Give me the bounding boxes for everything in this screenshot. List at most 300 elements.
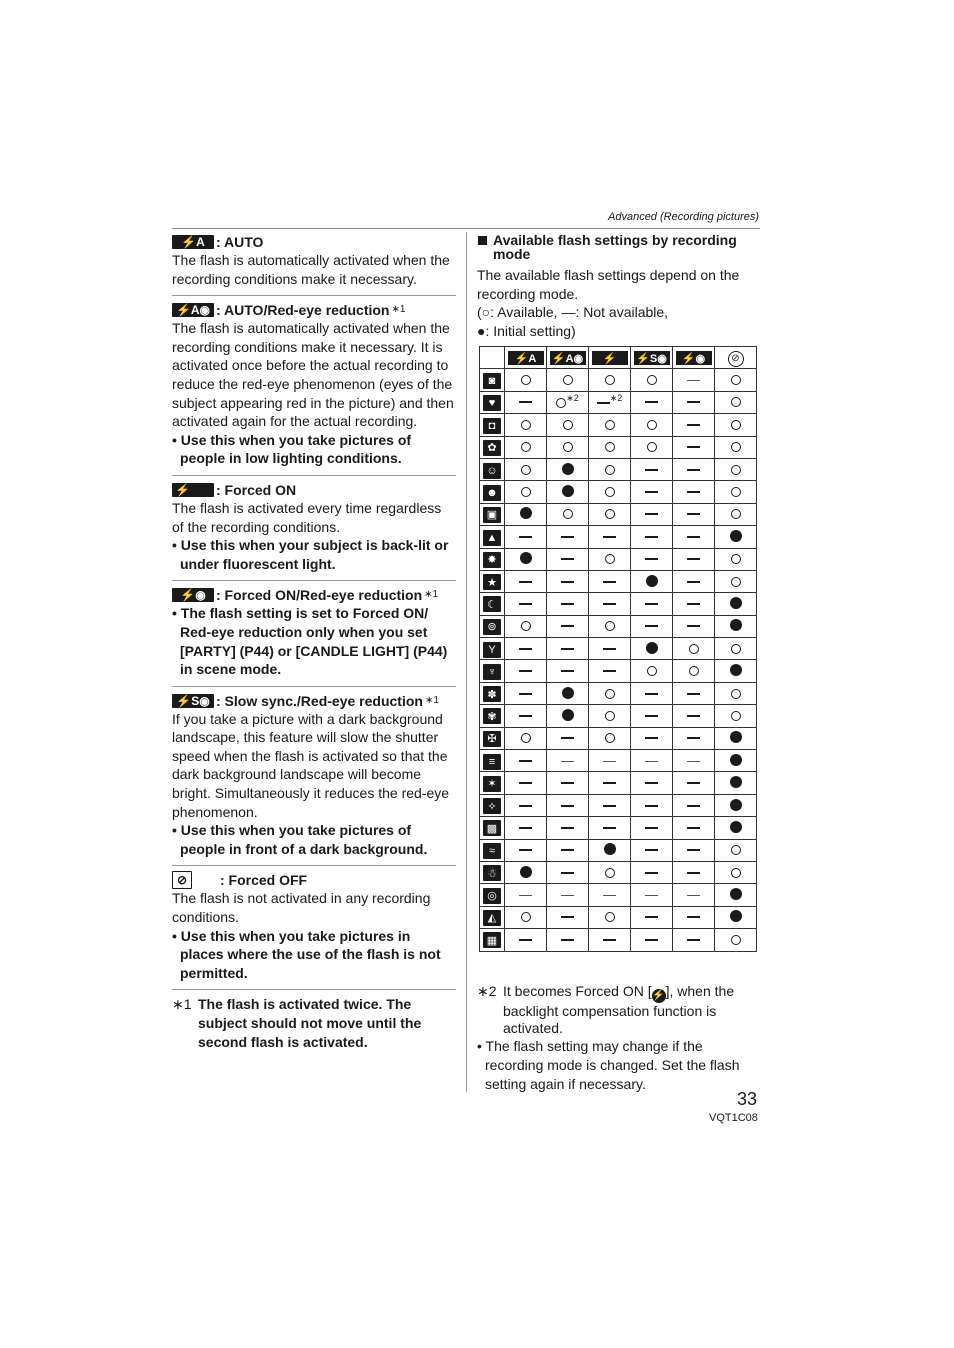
available-mark: [647, 375, 657, 385]
not-available-mark: [687, 782, 700, 784]
table-cell: [673, 638, 715, 660]
table-cell: [673, 772, 715, 794]
table-footnotes: [477, 983, 760, 1093]
table-cell: [631, 727, 673, 749]
table-cell: [589, 682, 631, 704]
available-mark: [605, 868, 615, 878]
table-cell: [505, 929, 547, 951]
section-heading: [172, 301, 456, 319]
available-mark: [605, 465, 615, 475]
available-mark: [605, 689, 615, 699]
available-mark: [689, 644, 699, 654]
table-row: [480, 615, 757, 637]
mode-icon-cell: [480, 861, 505, 883]
available-mark: [521, 442, 531, 452]
not-available-mark: [687, 446, 700, 448]
table-row: [480, 727, 757, 749]
available-mark: [647, 666, 657, 676]
table-row: [480, 570, 757, 592]
aerial-photo-icon: ◎: [483, 888, 501, 904]
not-available-mark: [561, 581, 574, 583]
flash-slow-sync-icon: ⚡S◉: [634, 351, 670, 365]
table-cell: [715, 570, 757, 592]
table-row: [480, 660, 757, 682]
footnote-text: The flash is activated twice. The subject should not move until the second flash is activated.: [198, 996, 422, 1050]
table-cell: [547, 548, 589, 570]
table-row: [480, 369, 757, 391]
table-cell: [589, 638, 631, 660]
not-available-mark: [687, 693, 700, 695]
table-cell: [547, 660, 589, 682]
table-cell: [547, 727, 589, 749]
initial-setting-mark: [562, 687, 574, 699]
available-mark: [731, 577, 741, 587]
table-cell: [505, 503, 547, 525]
not-available-mark: [519, 827, 532, 829]
table-cell: [505, 794, 547, 816]
not-available-mark: [561, 670, 574, 672]
table-cell: [547, 705, 589, 727]
table-cell: [673, 369, 715, 391]
table-cell: [589, 458, 631, 480]
initial-setting-mark: [520, 507, 532, 519]
table-cell: [715, 861, 757, 883]
table-cell: [715, 906, 757, 928]
not-available-mark: [687, 737, 700, 739]
initial-setting-mark: [646, 575, 658, 587]
not-available-mark: [645, 761, 658, 762]
table-cell: [589, 906, 631, 928]
table-cell: [547, 638, 589, 660]
table-cell: [673, 906, 715, 928]
table-row: [480, 458, 757, 480]
table-cell: [631, 682, 673, 704]
column-divider: [466, 232, 467, 1092]
legend-line-2: ●: Initial setting): [477, 322, 576, 339]
available-mark: [731, 554, 741, 564]
initial-setting-mark: [562, 485, 574, 497]
table-cell: [715, 705, 757, 727]
not-available-mark: [561, 536, 574, 538]
available-mark: [563, 420, 573, 430]
table-cell: [547, 458, 589, 480]
table-cell: [505, 414, 547, 436]
candle-light-icon: ♆: [483, 664, 501, 680]
table-row: [480, 638, 757, 660]
table-cell: [715, 414, 757, 436]
section-text: The flash is not activated in any recording conditions.: [172, 890, 431, 926]
table-cell: [547, 682, 589, 704]
section-title: : Slow sync./Red-eye reduction: [216, 692, 423, 709]
table-cell: [715, 929, 757, 951]
available-mark: [521, 487, 531, 497]
available-mark: [605, 487, 615, 497]
not-available-mark: [687, 916, 700, 918]
available-mark: [605, 621, 615, 631]
not-available-mark: [687, 625, 700, 627]
table-cell: [589, 391, 631, 413]
not-available-mark: [519, 849, 532, 851]
footnote-1: [172, 995, 456, 1051]
table-row: [480, 861, 757, 883]
table-cell: [505, 436, 547, 458]
flash-forced-on-red-eye-icon: ⚡◉: [676, 351, 712, 365]
table-cell: [715, 548, 757, 570]
section-forced-on: [172, 481, 456, 581]
footnote-mark: ∗1: [172, 996, 192, 1013]
table-cell: [715, 839, 757, 861]
available-mark: [521, 420, 531, 430]
scenery-icon: ▲: [483, 530, 501, 546]
table-row: [480, 705, 757, 727]
header-empty-cell: [480, 347, 505, 369]
table-body: [480, 369, 757, 951]
table-cell: [589, 794, 631, 816]
table-cell: [673, 458, 715, 480]
table-cell: [631, 839, 673, 861]
not-available-mark: [687, 939, 700, 941]
snow-icon: ☃: [483, 865, 501, 881]
mode-icon-cell: [480, 638, 505, 660]
initial-setting-mark: [730, 888, 742, 900]
sunset-icon: ≡: [483, 754, 501, 770]
footnote-text-post: ], when the backlight compensation function is activated.: [503, 983, 735, 1036]
table-cell: [505, 727, 547, 749]
table-cell: [547, 906, 589, 928]
table-cell: [505, 548, 547, 570]
initial-setting-mark: [520, 552, 532, 564]
available-mark: [521, 733, 531, 743]
section-bullet: • Use this when you take pictures in places where the use of the flash is not permitted.: [172, 927, 441, 981]
mode-icon-cell: [480, 682, 505, 704]
initial-setting-mark: [604, 843, 616, 855]
not-available-mark: [687, 380, 700, 381]
not-available-mark: [603, 827, 616, 829]
section-heading: [172, 692, 456, 710]
mode-icon-cell: [480, 727, 505, 749]
available-mark: [731, 420, 741, 430]
table-cell: [715, 526, 757, 548]
initial-setting-mark: [730, 910, 742, 922]
table-cell: [505, 458, 547, 480]
section-heading: [172, 871, 456, 889]
flash-auto-red-eye-icon: ⚡A◉: [172, 303, 214, 317]
table-cell: [547, 414, 589, 436]
portrait-icon: ☺: [483, 463, 501, 479]
not-available-mark: [645, 693, 658, 695]
table-cell: [505, 369, 547, 391]
table-cell: [631, 772, 673, 794]
table-cell: [547, 615, 589, 637]
section-bullet: • Use this when you take pictures of people in front of a dark background.: [172, 822, 428, 857]
available-mark: [563, 509, 573, 519]
macro-icon: ✿: [483, 440, 501, 456]
beach-icon: ≈: [483, 843, 501, 859]
not-available-mark: [519, 782, 532, 784]
legend-line-1: (○: Available, —: Not available,: [477, 304, 669, 321]
available-mark: [605, 554, 615, 564]
footnote-2: [477, 983, 760, 1036]
table-row: [480, 548, 757, 570]
initial-setting-mark: [730, 530, 742, 542]
not-available-mark: [519, 401, 532, 403]
flash-off-icon: ⊘: [172, 871, 192, 889]
not-available-mark: [687, 827, 700, 829]
footnote-bullet: • The flash setting may change if the recording mode is changed. Set the flash setting again if necessary.: [477, 1038, 740, 1092]
not-available-mark: [645, 782, 658, 784]
table-cell: [631, 391, 673, 413]
table-cell: [631, 593, 673, 615]
table-cell: [505, 906, 547, 928]
table-cell: [631, 414, 673, 436]
table-cell: [505, 481, 547, 503]
table-cell: [715, 727, 757, 749]
table-cell: [715, 391, 757, 413]
available-mark: [605, 442, 615, 452]
food-icon: ⊚: [483, 619, 501, 635]
table-cell: [673, 861, 715, 883]
not-available-mark: [561, 603, 574, 605]
available-mark: [647, 420, 657, 430]
table-cell: [547, 861, 589, 883]
not-available-mark: [561, 849, 574, 851]
table-cell: [547, 481, 589, 503]
table-cell: [673, 817, 715, 839]
available-mark: [731, 509, 741, 519]
not-available-mark: [597, 402, 610, 404]
not-available-mark: [561, 827, 574, 829]
initial-setting-mark: [730, 619, 742, 631]
not-available-mark: [603, 895, 616, 896]
table-row: [480, 906, 757, 928]
footnote-ref: ∗2: [609, 392, 623, 403]
header-cell: [673, 347, 715, 369]
footnote-mark: ∗2: [477, 983, 497, 999]
table-row: [480, 817, 757, 839]
not-available-mark: [519, 536, 532, 538]
table-row: [480, 481, 757, 503]
section-title: : Forced ON: [216, 481, 297, 498]
table-cell: [547, 772, 589, 794]
initial-setting-mark: [730, 731, 742, 743]
table-cell: [631, 369, 673, 391]
table-cell: [547, 503, 589, 525]
available-mark: [689, 666, 699, 676]
mode-icon-cell: [480, 817, 505, 839]
table-cell: [715, 817, 757, 839]
heart-icon: ♥: [483, 395, 501, 411]
table-cell: [631, 817, 673, 839]
table-cell: [505, 705, 547, 727]
table-cell: [673, 884, 715, 906]
not-available-mark: [603, 805, 616, 807]
table-cell: [505, 772, 547, 794]
table-cell: [715, 615, 757, 637]
not-available-mark: [645, 827, 658, 829]
not-available-mark: [687, 469, 700, 471]
table-cell: [673, 682, 715, 704]
flash-forced-on-icon: ⚡: [172, 483, 214, 497]
table-cell: [547, 750, 589, 772]
footnote-text: [503, 983, 760, 1036]
footnote-ref: ∗1: [424, 589, 439, 601]
table-cell: [547, 526, 589, 548]
available-mark: [731, 845, 741, 855]
not-available-mark: [687, 401, 700, 403]
table-cell: [673, 593, 715, 615]
not-available-mark: [645, 805, 658, 807]
table-cell: [673, 526, 715, 548]
not-available-mark: [687, 558, 700, 560]
table-cell: [631, 526, 673, 548]
not-available-mark: [603, 603, 616, 605]
flash-table-column: [477, 233, 760, 340]
not-available-mark: [519, 760, 532, 762]
table-cell: [673, 705, 715, 727]
table-cell: [631, 884, 673, 906]
table-cell: [589, 593, 631, 615]
table-cell: [589, 481, 631, 503]
table-cell: [589, 772, 631, 794]
table-row: [480, 391, 757, 413]
sports-icon: ✸: [483, 552, 501, 568]
not-available-mark: [519, 715, 532, 717]
section-slow-sync: [172, 692, 456, 867]
available-mark: [731, 644, 741, 654]
flash-auto-icon: ⚡A: [172, 235, 214, 249]
initial-setting-mark: [730, 799, 742, 811]
table-row: [480, 794, 757, 816]
available-mark: [521, 465, 531, 475]
table-cell: [589, 570, 631, 592]
table-cell: [631, 638, 673, 660]
table-cell: [673, 570, 715, 592]
not-available-mark: [603, 536, 616, 538]
section-heading: [172, 586, 456, 604]
table-header-row: [480, 347, 757, 369]
not-available-mark: [603, 761, 616, 762]
not-available-mark: [645, 513, 658, 515]
available-mark: [556, 398, 566, 408]
table-cell: [505, 615, 547, 637]
available-mark: [605, 733, 615, 743]
table-cell: [715, 503, 757, 525]
available-mark: [521, 912, 531, 922]
table-cell: [505, 391, 547, 413]
baby1-icon: ✽: [483, 686, 501, 702]
section-text: The flash is automatically activated when the recording conditions make it necessary.: [172, 252, 450, 287]
table-cell: [505, 817, 547, 839]
initial-setting-mark: [730, 664, 742, 676]
table-row: [480, 929, 757, 951]
footnote-text-pre: It becomes Forced ON [: [503, 983, 652, 999]
available-mark: [731, 868, 741, 878]
not-available-mark: [519, 805, 532, 807]
not-available-mark: [561, 916, 574, 918]
table-cell: [673, 391, 715, 413]
table-cell: [631, 861, 673, 883]
not-available-mark: [645, 895, 658, 896]
table-cell: [505, 660, 547, 682]
self-portrait-icon: ▣: [483, 507, 501, 523]
available-mark: [605, 509, 615, 519]
not-available-mark: [519, 670, 532, 672]
table-cell: [631, 750, 673, 772]
not-available-mark: [519, 895, 532, 896]
table-cell: [631, 570, 673, 592]
header-cell: [589, 347, 631, 369]
not-available-mark: [687, 805, 700, 807]
initial-setting-mark: [646, 642, 658, 654]
available-mark: [563, 442, 573, 452]
mode-icon-cell: [480, 593, 505, 615]
table-row: [480, 436, 757, 458]
not-available-mark: [687, 761, 700, 762]
not-available-mark: [645, 737, 658, 739]
footnote-ref: ∗1: [391, 304, 406, 316]
table-row: [480, 414, 757, 436]
table-cell: [547, 570, 589, 592]
table-cell: [547, 839, 589, 861]
section-text: The flash is automatically activated when the recording conditions make it necessary. It is activated once before the actual recording to reduce the red-eye phenomenon (eyes of the subject appearing red in the picture) and then activated again for the actual recording.: [172, 320, 454, 430]
table-row: [480, 884, 757, 906]
table-row: [480, 839, 757, 861]
not-available-mark: [603, 939, 616, 941]
not-available-mark: [645, 625, 658, 627]
not-available-mark: [561, 625, 574, 627]
table-cell: [631, 794, 673, 816]
not-available-mark: [687, 513, 700, 515]
available-mark: [731, 397, 741, 407]
initial-setting-mark: [730, 776, 742, 788]
mode-icon-cell: [480, 906, 505, 928]
table-cell: [547, 436, 589, 458]
flash-forced-on-red-eye-icon: ⚡◉: [172, 588, 214, 602]
mode-icon-cell: [480, 503, 505, 525]
page-number: 33: [737, 1089, 758, 1109]
table-cell: [631, 458, 673, 480]
table-row: [480, 526, 757, 548]
high-sensitivity-icon: ▩: [483, 820, 501, 836]
table-cell: [715, 638, 757, 660]
table-cell: [715, 458, 757, 480]
table-cell: [715, 660, 757, 682]
available-mark: [521, 375, 531, 385]
flash-off-icon: ⊘: [728, 351, 744, 367]
table-cell: [505, 638, 547, 660]
flash-auto-icon: ⚡A: [508, 351, 544, 365]
mode-icon-cell: [480, 750, 505, 772]
mode-icon-cell: [480, 436, 505, 458]
section-text: The flash is activated every time regardless of the recording conditions.: [172, 499, 442, 535]
not-available-mark: [561, 805, 574, 807]
section-heading: [172, 481, 456, 499]
table-cell: [505, 839, 547, 861]
section-heading: [172, 233, 456, 251]
mode-icon-cell: [480, 548, 505, 570]
table-cell: [589, 817, 631, 839]
table-cell: [631, 906, 673, 928]
bullet-text: The flash setting is set to Forced ON/ Red-eye reduction only when you set [PARTY] (P44) or [CANDLE LIGHT] (P44) in scene mode.: [180, 605, 448, 678]
bullet-text: Use this when you take pictures of people in front of a dark background.: [180, 822, 428, 857]
header-cell: [505, 347, 547, 369]
table-cell: [631, 929, 673, 951]
available-mark: [563, 375, 573, 385]
table-cell: [673, 615, 715, 637]
not-available-mark: [687, 849, 700, 851]
flash-slow-sync-icon: ⚡S◉: [172, 694, 214, 708]
available-mark: [605, 912, 615, 922]
